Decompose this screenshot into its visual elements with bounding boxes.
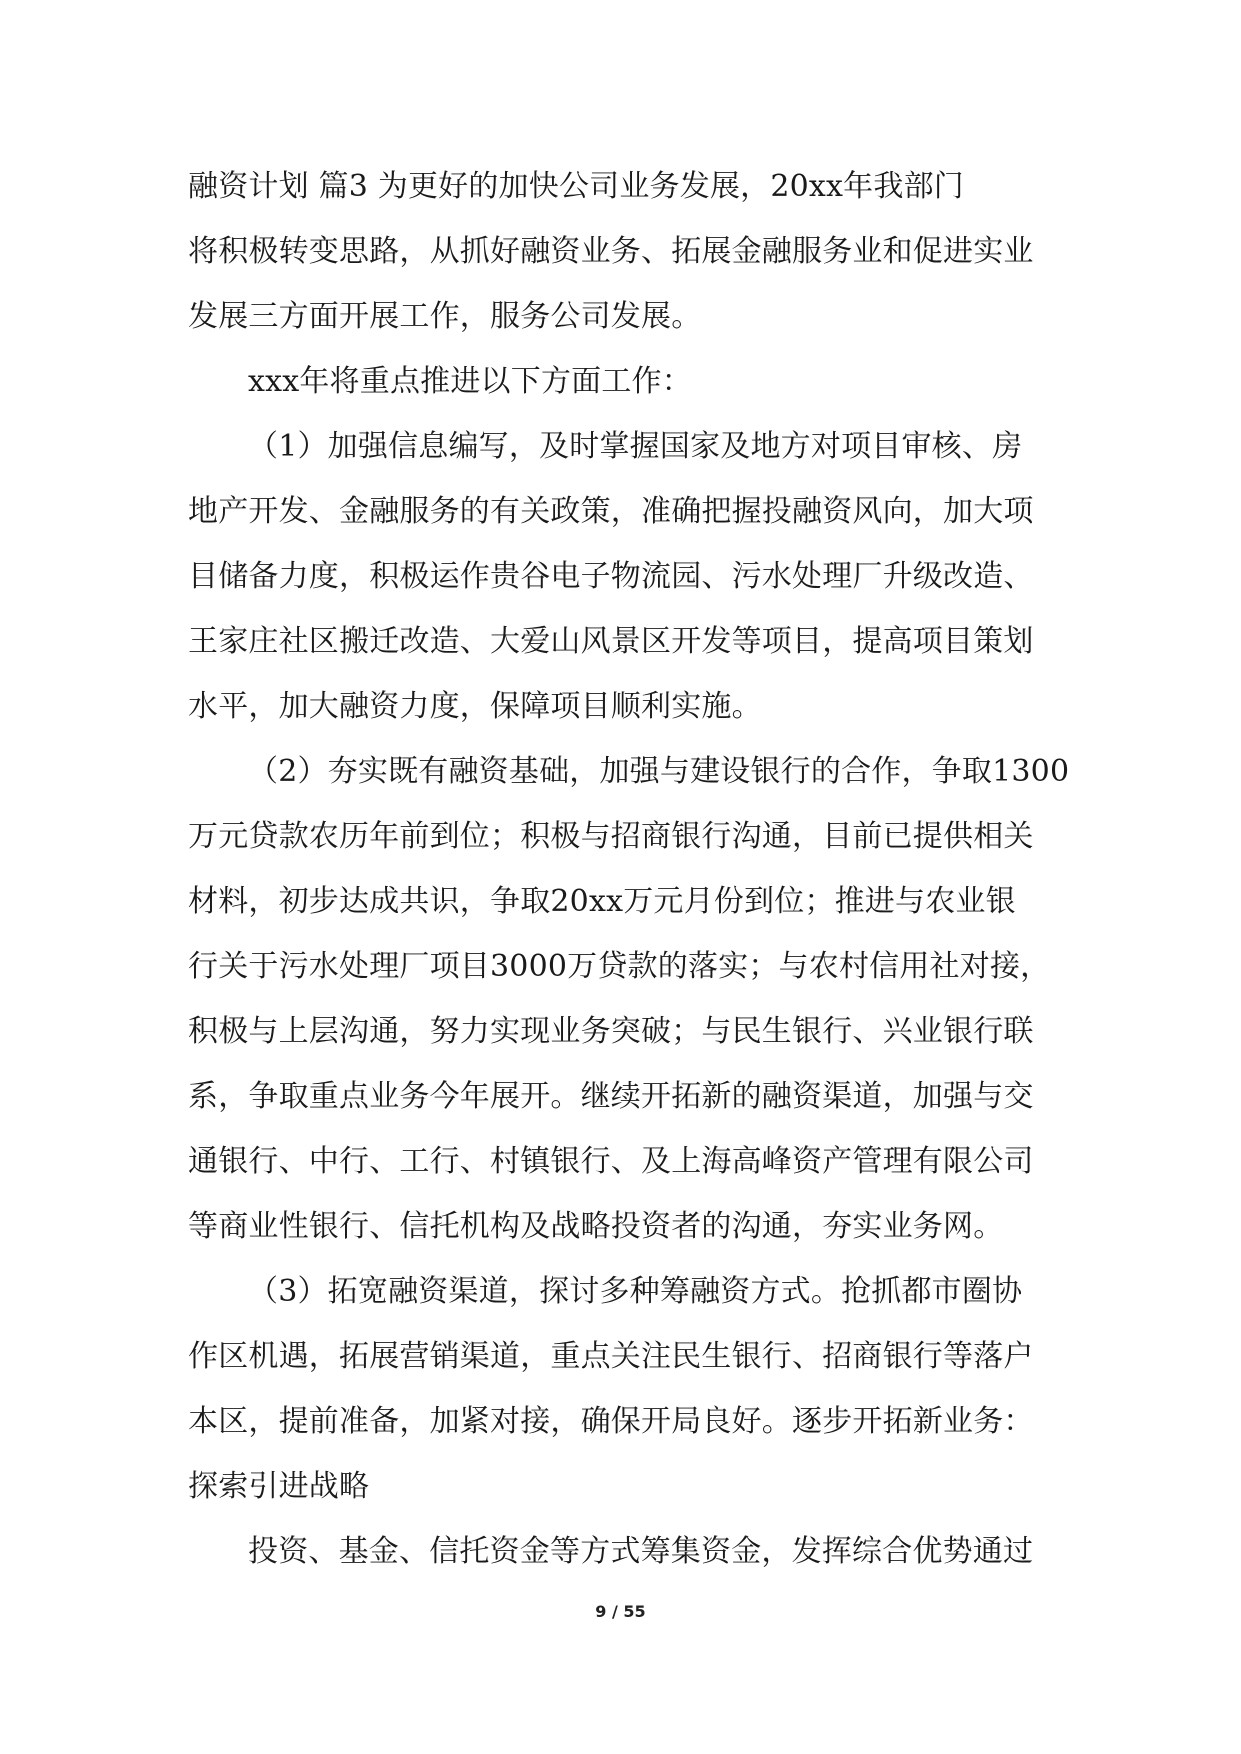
text-line: 投资、基金、信托资金等方式筹集资金，发挥综合优势通过 [248, 1534, 1034, 1569]
text-line: 材料，初步达成共识，争取20xx万元月份到位；推进与农业银 [188, 884, 1016, 919]
text-line: 本区，提前准备，加紧对接，确保开局良好。逐步开拓新业务： [188, 1404, 1034, 1439]
document-body [188, 154, 1070, 1584]
text-line: （2）夯实既有融资基础，加强与建设银行的合作，争取1300 [248, 754, 1070, 789]
text-line: 等商业性银行、信托机构及战略投资者的沟通，夯实业务网。 [188, 1209, 1004, 1244]
text-line: 地产开发、金融服务的有关政策，准确把握投融资风向，加大项 [188, 494, 1034, 529]
text-line: xxx年将重点推进以下方面工作： [248, 364, 692, 399]
text-line: 水平，加大融资力度，保障项目顺利实施。 [188, 689, 762, 724]
text-line: （1）加强信息编写，及时掌握国家及地方对项目审核、房 [248, 429, 1023, 464]
text-line: 积极与上层沟通，努力实现业务突破；与民生银行、兴业银行联 [188, 1014, 1034, 1049]
text-line: 通银行、中行、工行、村镇银行、及上海高峰资产管理有限公司 [188, 1144, 1034, 1179]
text-line: 将积极转变思路，从抓好融资业务、拓展金融服务业和促进实业 [188, 234, 1034, 269]
text-line: 王家庄社区搬迁改造、大爱山风景区开发等项目，提高项目策划 [188, 624, 1034, 659]
text-line: 融资计划 篇3 为更好的加快公司业务发展，20xx年我部门 [188, 169, 964, 204]
text-line: （3）拓宽融资渠道，探讨多种筹融资方式。抢抓都市圈协 [248, 1274, 1023, 1309]
text-line: 系，争取重点业务今年展开。继续开拓新的融资渠道，加强与交 [188, 1079, 1034, 1114]
text-line: 发展三方面开展工作，服务公司发展。 [188, 299, 702, 334]
text-line: 探索引进战略 [188, 1469, 370, 1504]
text-line: 作区机遇，拓展营销渠道，重点关注民生银行、招商银行等落户 [188, 1339, 1034, 1374]
text-line: 万元贷款农历年前到位；积极与招商银行沟通，目前已提供相关 [188, 819, 1034, 854]
text-line: 行关于污水处理厂项目3000万贷款的落实；与农村信用社对接， [188, 949, 1051, 984]
text-line: 目储备力度，积极运作贵谷电子物流园、污水处理厂升级改造、 [188, 559, 1034, 594]
page-number: 9 / 55 [595, 1602, 646, 1621]
